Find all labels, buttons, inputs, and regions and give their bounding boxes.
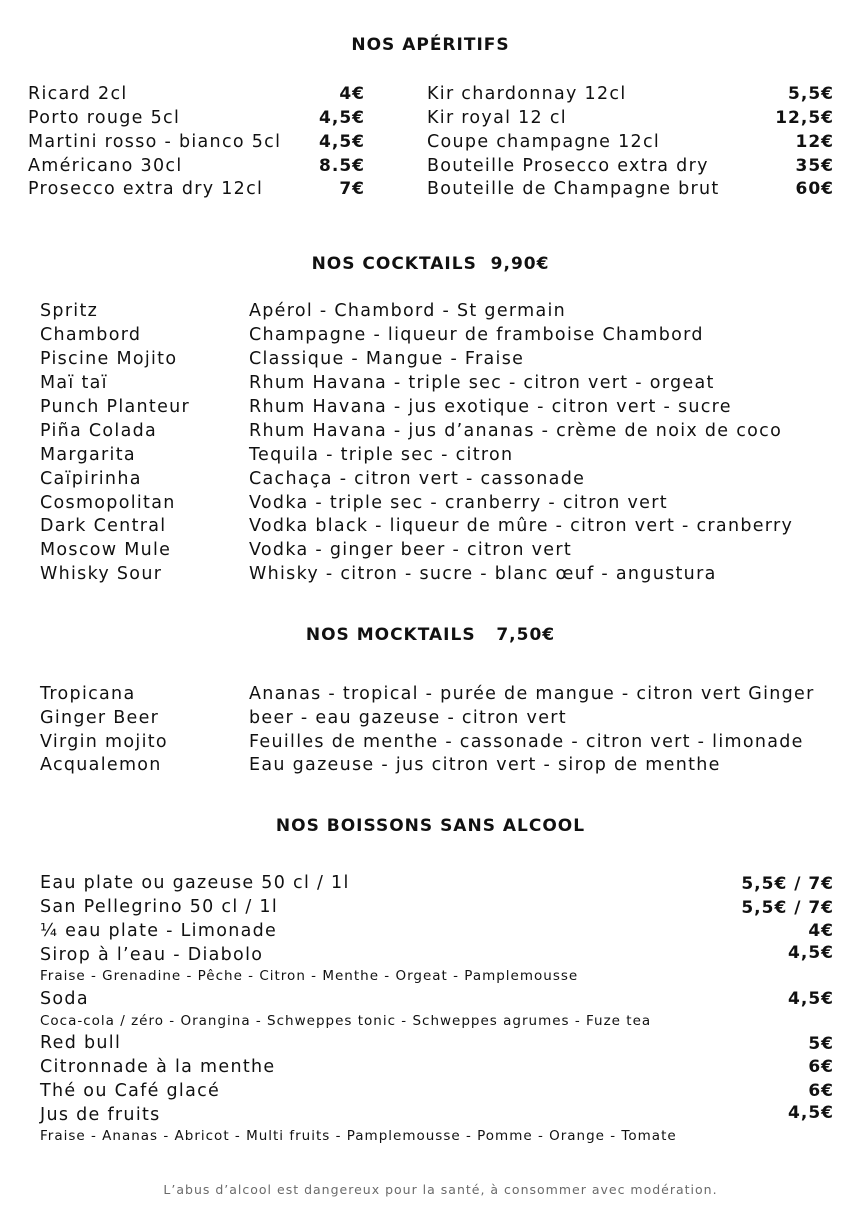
cocktail-name: Piña Colada xyxy=(40,421,158,441)
aperitif-item-name: Bouteille Prosecco extra dry xyxy=(427,156,709,176)
aperitif-item-name: Porto rouge 5cl xyxy=(28,108,181,128)
aperitif-item-price: 4,5€ xyxy=(319,132,365,152)
cocktail-description: Classique - Mangue - Fraise xyxy=(249,349,525,369)
cocktail-name: Whisky Sour xyxy=(40,564,163,584)
mocktails-title: NOS MOCKTAILS 7,50€ xyxy=(305,625,556,645)
softs-title: NOS BOISSONS SANS ALCOOL xyxy=(275,816,586,836)
aperitif-item-price: 4€ xyxy=(339,84,365,104)
soft-item-name: Red bull xyxy=(40,1033,122,1053)
mocktail-description: Eau gazeuse - jus citron vert - sirop de menthe xyxy=(249,755,721,775)
aperitif-item-name: Kir chardonnay 12cl xyxy=(427,84,627,104)
mocktail-name: Tropicana xyxy=(40,684,136,704)
aperitif-item-name: Martini rosso - bianco 5cl xyxy=(28,132,282,152)
cocktail-description: Vodka black - liqueur de mûre - citron vert - cranberry xyxy=(249,516,794,536)
aperitif-item-name: Kir royal 12 cl xyxy=(427,108,567,128)
cocktail-description: Tequila - triple sec - citron xyxy=(249,445,514,465)
aperitif-item-price: 35€ xyxy=(795,156,834,176)
aperitif-item-price: 4,5€ xyxy=(319,108,365,128)
aperitif-item-price: 7€ xyxy=(339,179,365,199)
cocktail-name: Margarita xyxy=(40,445,136,465)
cocktail-name: Moscow Mule xyxy=(40,540,172,560)
soft-item-price: 4,5€ xyxy=(788,989,834,1009)
aperitif-item-name: Bouteille de Champagne brut xyxy=(427,179,720,199)
cocktail-name: Piscine Mojito xyxy=(40,349,178,369)
soft-item-price: 5€ xyxy=(808,1034,834,1054)
mocktail-name: Acqualemon xyxy=(40,755,162,775)
aperitif-item-name: Américano 30cl xyxy=(28,156,183,176)
cocktail-description: Champagne - liqueur de framboise Chambord xyxy=(249,325,704,345)
cocktails-title: NOS COCKTAILS 9,90€ xyxy=(311,254,550,274)
cocktail-description: Cachaça - citron vert - cassonade xyxy=(249,469,586,489)
soft-item-name: Thé ou Café glacé xyxy=(40,1081,221,1101)
soft-item-name: ¼ eau plate - Limonade xyxy=(40,921,278,941)
cocktail-description: Vodka - ginger beer - citron vert xyxy=(249,540,572,560)
cocktail-name: Maï taï xyxy=(40,373,108,393)
aperitif-item-name: Coupe champagne 12cl xyxy=(427,132,661,152)
soft-item-price: 5,5€ / 7€ xyxy=(741,898,834,918)
mocktail-description: beer - eau gazeuse - citron vert xyxy=(249,708,567,728)
soft-item-options: Coca-cola / zéro - Orangina - Schweppes tonic - Schweppes agrumes - Fuze tea xyxy=(40,1013,652,1029)
soft-item-name: Soda xyxy=(40,989,89,1009)
mocktail-name: Ginger Beer xyxy=(40,708,160,728)
soft-item-options: Fraise - Ananas - Abricot - Multi fruits - Pamplemousse - Pomme - Orange - Tomate xyxy=(40,1128,677,1144)
aperitif-item-price: 5,5€ xyxy=(788,84,834,104)
soft-item-price: 4,5€ xyxy=(788,943,834,963)
cocktail-name: Spritz xyxy=(40,301,99,321)
health-warning: L’abus d’alcool est dangereux pour la santé, à consommer avec modération. xyxy=(163,1182,718,1197)
soft-item-price: 5,5€ / 7€ xyxy=(741,874,834,894)
aperitif-item-name: Ricard 2cl xyxy=(28,84,128,104)
soft-item-name: San Pellegrino 50 cl / 1l xyxy=(40,897,279,917)
mocktail-description: Ananas - tropical - purée de mangue - citron vert Ginger xyxy=(249,684,815,704)
cocktail-description: Apérol - Chambord - St germain xyxy=(249,301,567,321)
mocktail-description: Feuilles de menthe - cassonade - citron vert - limonade xyxy=(249,732,804,752)
cocktail-name: Chambord xyxy=(40,325,142,345)
cocktail-description: Rhum Havana - jus d’ananas - crème de noix de coco xyxy=(249,421,783,441)
soft-item-name: Citronnade à la menthe xyxy=(40,1057,276,1077)
aperitif-item-price: 8.5€ xyxy=(319,156,365,176)
soft-item-price: 4,5€ xyxy=(788,1103,834,1123)
soft-item-name: Eau plate ou gazeuse 50 cl / 1l xyxy=(40,873,350,893)
aperitif-item-name: Prosecco extra dry 12cl xyxy=(28,179,264,199)
cocktail-description: Rhum Havana - jus exotique - citron vert - sucre xyxy=(249,397,732,417)
soft-item-price: 4€ xyxy=(808,921,834,941)
cocktail-name: Dark Central xyxy=(40,516,167,536)
cocktail-name: Caïpirinha xyxy=(40,469,142,489)
soft-item-name: Jus de fruits xyxy=(40,1105,161,1125)
mocktail-name: Virgin mojito xyxy=(40,732,168,752)
cocktail-name: Cosmopolitan xyxy=(40,493,176,513)
cocktail-description: Whisky - citron - sucre - blanc œuf - angustura xyxy=(249,564,717,584)
aperitif-item-price: 60€ xyxy=(795,179,834,199)
aperitifs-title: NOS APÉRITIFS xyxy=(351,35,510,55)
soft-item-price: 6€ xyxy=(808,1081,834,1101)
soft-item-price: 6€ xyxy=(808,1057,834,1077)
soft-item-options: Fraise - Grenadine - Pêche - Citron - Menthe - Orgeat - Pamplemousse xyxy=(40,968,579,984)
soft-item-name: Sirop à l’eau - Diabolo xyxy=(40,945,264,965)
cocktail-name: Punch Planteur xyxy=(40,397,191,417)
cocktail-description: Vodka - triple sec - cranberry - citron vert xyxy=(249,493,668,513)
aperitif-item-price: 12,5€ xyxy=(775,108,834,128)
cocktail-description: Rhum Havana - triple sec - citron vert - orgeat xyxy=(249,373,715,393)
aperitif-item-price: 12€ xyxy=(795,132,834,152)
